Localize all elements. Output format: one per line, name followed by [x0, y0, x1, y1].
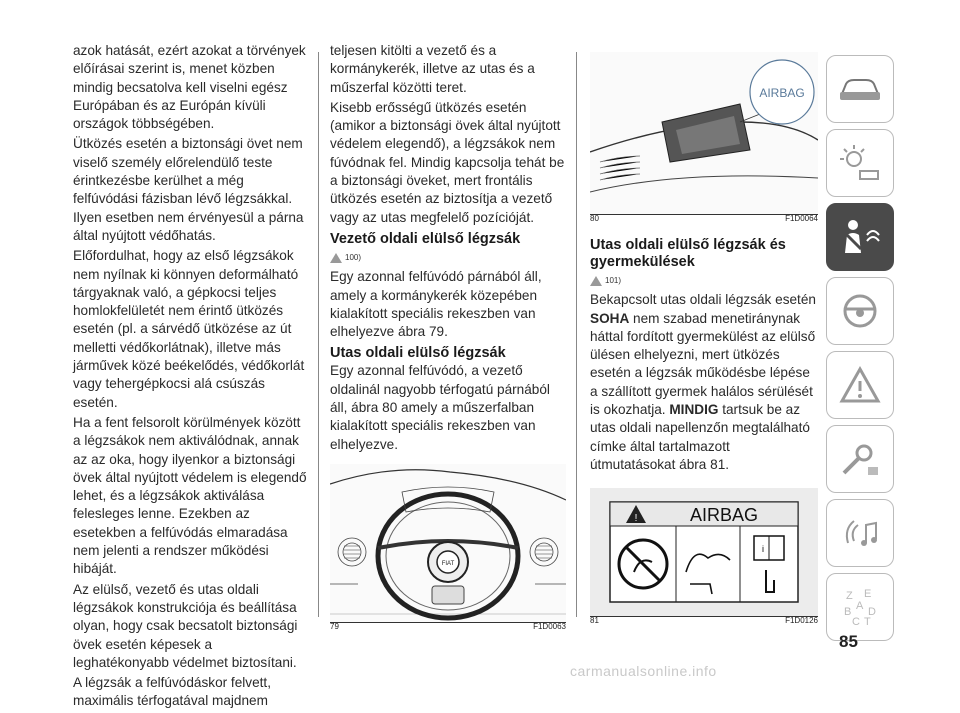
- nav-tab-multimedia[interactable]: [826, 499, 894, 567]
- steering-wheel-illustration: [330, 464, 566, 622]
- paragraph: A légzsák a felfúvódáskor felvett, maximális térfogatával majdnem: [73, 675, 271, 709]
- nav-tab-index[interactable]: [826, 573, 894, 641]
- nav-tab-safety[interactable]: [826, 203, 894, 271]
- warning-triangle-icon: [590, 276, 602, 286]
- warning-triangle-icon: [330, 253, 342, 263]
- warning-ref-number: 100): [345, 252, 362, 262]
- chapter-nav: [826, 55, 896, 647]
- text-column-1: [73, 42, 309, 713]
- paragraph: Egy azonnal felfúvódó párnából áll, amely a kormánykerék közepében kialakított speciális rekeszben van elhelyezve ábra 79.: [330, 269, 542, 340]
- nav-tab-driving[interactable]: [826, 277, 894, 345]
- nav-tab-vehicle[interactable]: [826, 55, 894, 123]
- svg-text:D: D: [868, 606, 876, 618]
- svg-text:A: A: [856, 600, 864, 612]
- section-heading: Vezető oldali elülső légzsák: [330, 230, 521, 247]
- svg-text:B: B: [844, 606, 852, 618]
- svg-text:FIAT: FIAT: [441, 560, 455, 567]
- figure-79: [330, 464, 566, 631]
- media-icon: [838, 513, 882, 553]
- paragraph: Egy azonnal felfúvódó, a vezető oldalinál nagyobb térfogatú párnából áll, ábra 80 amely a műszerfalban kialakított speciális rekeszben van elhelyezve.: [330, 363, 550, 452]
- figure-81: [590, 488, 818, 625]
- steering-wheel-icon: [840, 291, 880, 331]
- airbag-label: AIRBAG: [759, 86, 805, 100]
- wrench-car-icon: [838, 439, 882, 479]
- column-divider: [576, 52, 577, 617]
- lights-icon: [838, 143, 882, 183]
- svg-text:Z: Z: [846, 590, 853, 602]
- warning-triangle-icon: [838, 365, 882, 405]
- section-heading: Utas oldali elülső légzsák és gyermekülések: [590, 237, 786, 270]
- text-column-3: [590, 52, 818, 625]
- figure-code: F1D0126: [785, 615, 818, 625]
- passenger-airbag-illustration: [590, 52, 818, 214]
- svg-text:!: !: [634, 513, 638, 525]
- emphasis-always: MINDIG: [669, 402, 719, 418]
- text-column-2: [330, 42, 566, 631]
- paragraph: Előfordulhat, hogy az első légzsákok nem nyílnak ki könnyen deformálható tárgyaknak való, a gépkocsi teljes homlokfelületét nem érintő ütközés esetén (pl. a sárvédő ütközése az út melletti védőkorlátnak), illetve más járművek közé beékelődés, védőkorlát vagy tehergépkocsi alá csúszás esetén.: [73, 248, 305, 410]
- nav-tab-emergency[interactable]: [826, 351, 894, 419]
- svg-text:E: E: [864, 588, 872, 600]
- figure-code: F1D0063: [533, 621, 566, 631]
- paragraph: Az elülső, vezető és utas oldali légzsákok konstrukciója és beállítása olyan, hogy csak becsatolt biztonsági övek esetén képesek a leghatékonyabb védelmet biztosítani.: [73, 581, 298, 670]
- paragraph: Kisebb erősségű ütközés esetén (amikor a biztonsági övek által nyújtott védelem elegendő), a légzsákok nem fúvódnak fel. Mindig kapcsolja tehát be a biztonsági öveket, mert frontális ütközés esetén az biztosítja a vezető vagy az utas megfelelő pozícióját.: [330, 99, 565, 225]
- svg-text:T: T: [864, 616, 871, 628]
- paragraph: Ütközés esetén a biztonsági övet nem viselő személy előrelendülő teste érintkezésbe kerülhet a még felfúvódási fázisban lévő légzsákkal. Ilyen esetben nem érvényesül a párna által nyújtott védőhatás.: [73, 136, 304, 243]
- car-icon: [838, 74, 882, 104]
- figure-code: F1D0064: [785, 213, 818, 223]
- figure-number: 80: [590, 213, 599, 223]
- nav-tab-maintenance[interactable]: [826, 425, 894, 493]
- warning-ref-number: 101): [605, 276, 622, 285]
- emphasis-never: SOHA: [590, 310, 630, 326]
- airbag-label-text: AIRBAG: [689, 505, 759, 526]
- index-icon: [838, 585, 882, 629]
- warning-reference[interactable]: [330, 249, 566, 267]
- figure-number: 81: [590, 615, 599, 625]
- page-number: 85: [839, 632, 858, 651]
- nav-tab-dashboard[interactable]: [826, 129, 894, 197]
- column-divider: [318, 52, 319, 617]
- paragraph: Bekapcsolt utas oldali légzsák esetén SOHA nem szabad menetiránynak háttal fordított gyermekülést az elülső ülésen elhelyezni, mert ütközés esetén a légzsák működésbe lépése a szállított gyermek halálos sérülését is okozhatja. MINDIG tartsuk be az utas oldali napellenzőn megtalálható címke által tartalmazott útmutatásokat ábra 81.: [590, 292, 816, 472]
- section-heading: Utas oldali elülső légzsák: [330, 345, 506, 362]
- figure-number: 79: [330, 621, 339, 631]
- warning-reference[interactable]: [590, 272, 818, 290]
- airbag-warning-label: [590, 488, 818, 616]
- paragraph: azok hatását, ezért azokat a törvények előírásai szerint is, menet közben mindig becsatolva kell viselni egész Európában és az Európán kívüli országok többségében.: [73, 43, 306, 132]
- svg-text:C: C: [852, 616, 860, 628]
- svg-text:i: i: [762, 544, 764, 555]
- seatbelt-airbag-icon: [837, 217, 883, 257]
- paragraph: teljesen kitölti a vezető és a kormánykerék, illetve az utas és a műszerfal közötti teret.: [330, 43, 535, 95]
- watermark: carmanualsonline.info: [570, 663, 717, 679]
- figure-80: [590, 52, 818, 223]
- paragraph: Ha a fent felsorolt körülmények között a légzsákok nem aktiválódnak, annak az az oka, hogy ilyenkor a biztonsági övek által nyújtott védelem is elegendő lehet, és a légzsákok aktiválása felesleges lenne. Ezekben az esetekben a felfúvódás elmaradása nem jelenti a rendszer működési hibáját.: [73, 414, 307, 577]
